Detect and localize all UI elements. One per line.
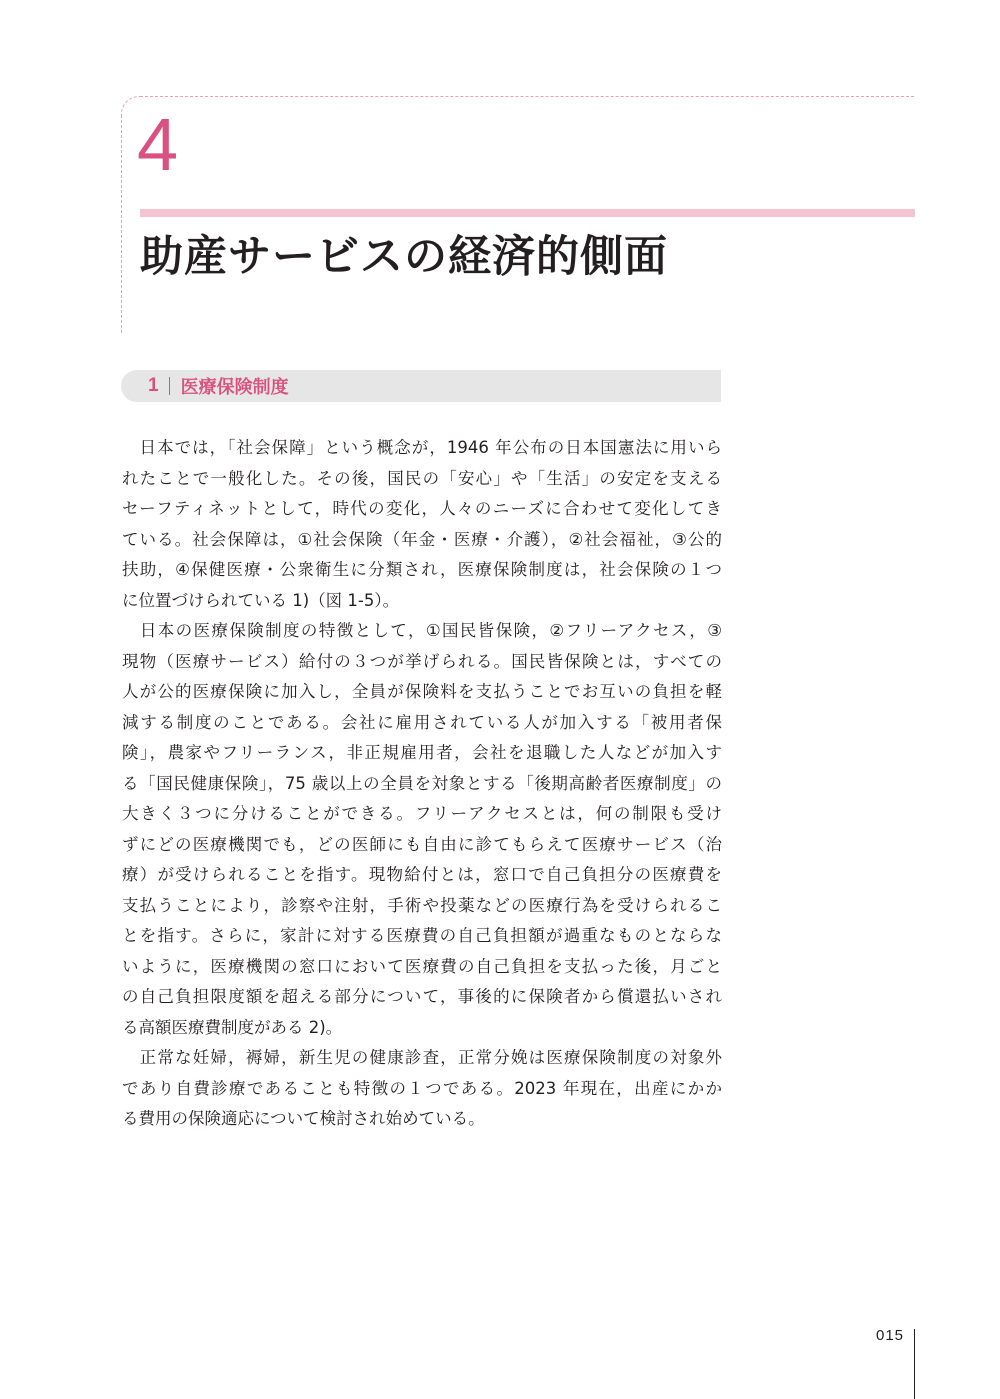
body-line: 険」，農家やフリーランス，非正規雇用者，会社を退職した人などが加入す — [122, 743, 722, 762]
section-title: 医療保険制度 — [180, 377, 289, 398]
body-text — [122, 433, 722, 1135]
section-heading — [121, 370, 721, 402]
body-line: 正常な妊婦，褥婦，新生児の健康診査，正常分娩は医療保険制度の対象外 — [122, 1048, 722, 1067]
body-line: ている。社会保障は，①社会保険（年金・医療・介護），②社会福祉，③公的 — [122, 529, 722, 549]
body-line: 減する制度のことである。会社に雇用されている人が加入する「被用者保 — [122, 712, 722, 732]
body-line: 大きく３つに分けることができる。フリーアクセスとは，何の制限も受け — [122, 804, 722, 823]
body-line: る費用の保険適応について検討され始めている。 — [122, 1109, 485, 1128]
body-line: いように，医療機関の窓口において医療費の自己負担を支払った後，月ごと — [122, 956, 722, 976]
body-line: であり自費診療であることも特徴の１つである。2023 年現在，出産にかか — [122, 1078, 722, 1098]
body-line: 日本では，「社会保障」という概念が，1946 年公布の日本国憲法に用いら — [122, 438, 722, 457]
body-line: 療）が受けられることを指す。現物給付とは，窓口で自己負担分の医療費を — [122, 865, 722, 884]
body-line: とを指す。さらに，家計に対する医療費の自己負担額が過重なものとならな — [122, 926, 722, 945]
body-line: に位置づけられている 1)（図 1-5）。 — [122, 590, 400, 610]
chapter-divider — [140, 209, 915, 217]
body-line: る高額医療費制度がある 2)。 — [122, 1017, 343, 1037]
body-line: 人が公的医療保険に加入し，全員が保険料を支払うことでお互いの負担を軽 — [122, 682, 722, 701]
body-line: の自己負担限度額を超える部分について，事後的に保険者から償還払いされ — [122, 987, 722, 1006]
chapter-number: 4 — [137, 103, 179, 186]
chapter-frame-top-border — [140, 96, 914, 97]
page-number: 015 — [876, 1327, 905, 1344]
chapter-title: 助産サービスの経済的側面 — [140, 232, 668, 282]
body-line: 扶助，④保健医療・公衆衛生に分類され，医療保険制度は，社会保険の１つ — [122, 560, 722, 579]
body-line: 日本の医療保険制度の特徴として，①国民皆保険，②フリーアクセス，③ — [122, 621, 722, 640]
body-line: セーフティネットとして，時代の変化，人々のニーズに合わせて変化してき — [122, 499, 722, 518]
body-line: 現物（医療サービス）給付の３つが挙げられる。国民皆保険とは，すべての — [122, 651, 722, 671]
body-line: ずにどの医療機関でも，どの医師にも自由に診てもらえて医療サービス（治 — [122, 834, 722, 854]
chapter-frame-left-border — [121, 115, 122, 333]
body-line: 支払うことにより，診察や注射，手術や投薬などの医療行為を受けられるこ — [122, 895, 722, 915]
body-line: れたことで一般化した。その後，国民の「安心」や「生活」の安定を支える — [122, 468, 722, 488]
body-line: る「国民健康保険」，75 歳以上の全員を対象とする「後期高齢者医療制度」の — [122, 773, 722, 793]
section-number: 1 — [148, 375, 159, 396]
section-separator — [169, 377, 170, 395]
page-edge-rule — [914, 1329, 915, 1399]
